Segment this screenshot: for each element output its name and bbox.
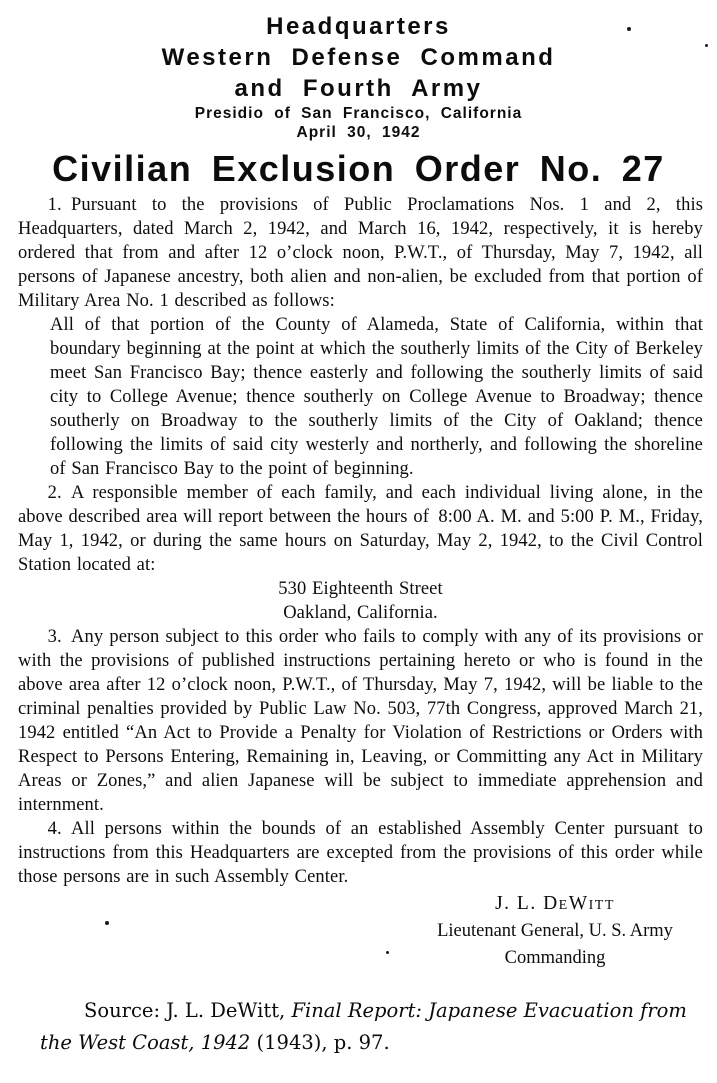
date-line: April 30, 1942: [296, 124, 421, 141]
paragraph-1: 1. Pursuant to the provisions of Public Proclamations Nos. 1 and 2, this Headquarters, dated March 2, 1942, and March 16, 1942, respectively, it is hereby ordered that from and after 12 o’clock noon, P.W.T., of Thursday, May 7, 1942, all persons of Japanese ancestry, both alien and non-alien, be excluded from that portion of Military Area No. 1 described as follows:: [18, 195, 703, 311]
scan-speck: [105, 921, 109, 925]
command-line: Western Defense Command: [161, 44, 556, 71]
document-title: Civilian Exclusion Order No. 27: [52, 148, 665, 189]
scan-speck: [627, 27, 631, 31]
army-line: and Fourth Army: [234, 75, 483, 102]
station-address-street: 530 Eighteenth Street: [278, 579, 443, 599]
paragraph-2: 2. A responsible member of each family, and each individual living alone, in the above described area will report between the hours of 8:00 A. M. and 5:00 P. M., Friday, May 1, 1942, or during the same hours on Saturday, May 2, 1942, to the Civil Control Station located at:: [18, 483, 703, 575]
source-work-title: Final Report: Japanese Evacuation from the West Coast, 1942: [40, 998, 687, 1054]
source-suffix: (1943), p. 97.: [250, 1030, 390, 1054]
signature-block: [405, 890, 705, 973]
source-prefix: Source: J. L. DeWitt,: [84, 998, 292, 1022]
signature-role: Commanding: [504, 948, 606, 968]
location-line: Presidio of San Francisco, California: [194, 105, 523, 122]
signature-name: J. L. DeWitt: [495, 893, 615, 914]
document-masthead: [0, 0, 717, 190]
paragraph-4: 4. All persons within the bounds of an established Assembly Center pursuant to instructions from this Headquarters are excepted from the provisions of this order while those persons are in such Assembly Center.: [18, 819, 703, 887]
area-description: All of that portion of the County of Alameda, State of California, within that boundary beginning at the point at which the southerly limits of the City of Berkeley meet San Francisco Bay; thence easterly and following the southerly limits of said city to College Avenue; thence southerly on College Avenue to Broadway; thence southerly on Broadway to the southerly limits of the City of Oakland; thence following the limits of said city westerly and northerly, and following the shoreline of San Francisco Bay to the point of beginning.: [50, 315, 703, 479]
order-body: [18, 193, 703, 889]
station-address-city: Oakland, California.: [283, 603, 438, 623]
signature-rank: Lieutenant General, U. S. Army: [437, 920, 673, 941]
scan-speck: [705, 44, 708, 47]
paragraph-3: 3. Any person subject to this order who fails to comply with any of its provisions or with the provisions of published instructions pertaining hereto or who is found in the above area after 12 o’clock noon, P.W.T., of Thursday, May 7, 1942, will be liable to the criminal penalties provided by Public Law No. 503, 77th Congress, approved March 21, 1942 entitled “An Act to Provide a Penalty for Violation of Restrictions or Orders with Respect to Persons Entering, Remaining in, Leaving, or Committing any Act in Military Areas or Zones,” and alien Japanese will be subject to immediate apprehension and internment.: [18, 627, 703, 815]
headquarters-line: Headquarters: [266, 13, 451, 40]
source-citation: [40, 995, 693, 1059]
scan-speck: [386, 951, 389, 954]
